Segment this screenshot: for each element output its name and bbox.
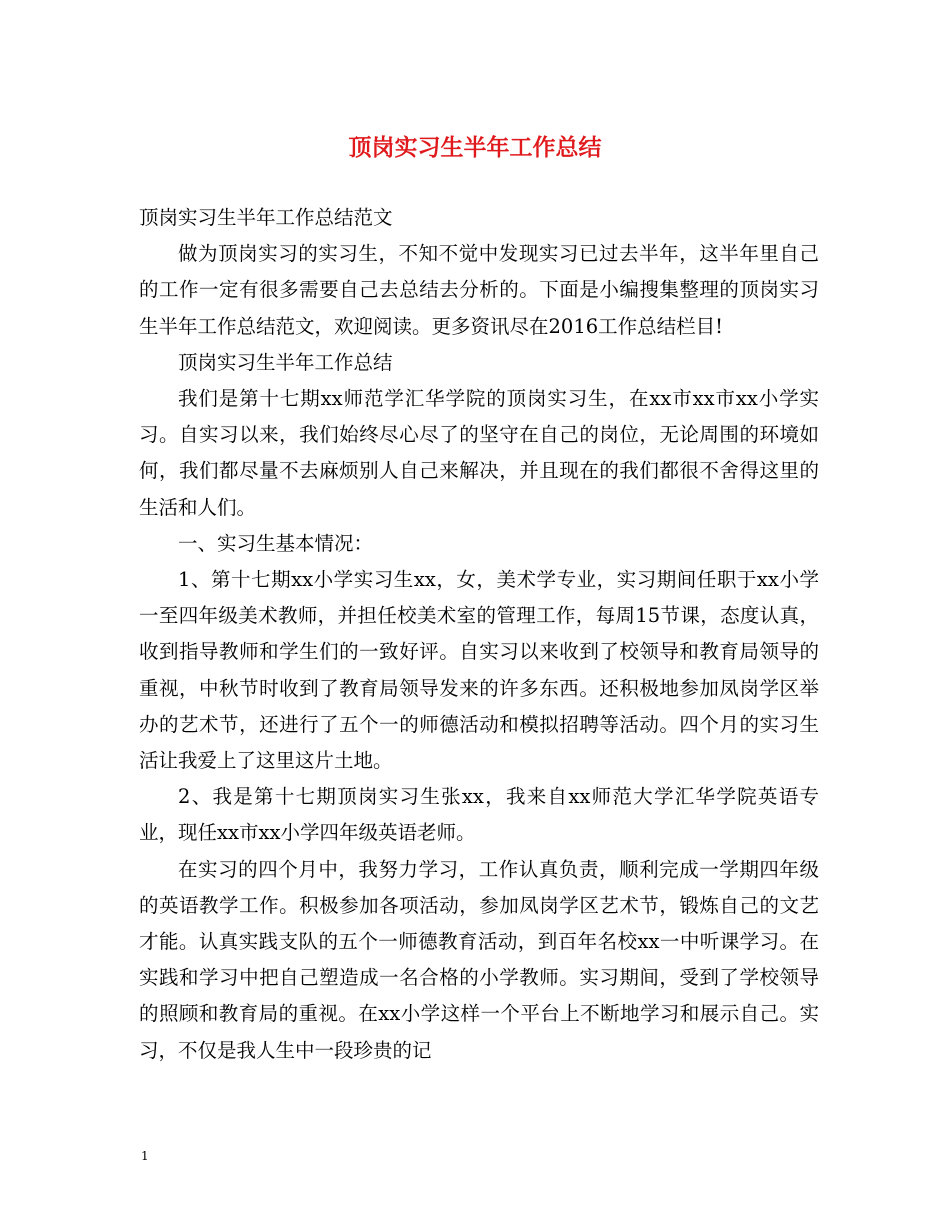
section-heading: 顶岗实习生半年工作总结 [178,350,393,374]
page-number: 1 [141,1149,149,1163]
body-paragraph: 我们是第十七期xx师范学汇华学院的顶岗实习生，在xx市xx市xx小学实习。自实习以来，我们始终尽心尽了的坚守在自己的岗位，无论周围的环境如何，我们都尽量不去麻烦别人自己来解决，并且现在的我们都很不舍得这里的生活和人们。 [139,387,819,519]
section-heading: 一、实习生基本情况： [178,531,374,555]
body-paragraph: 在实习的四个月中，我努力学习，工作认真负责，顺利完成一学期四年级的英语教学工作。积极参加各项活动，参加凤岗学区艺术节，锻炼自己的文艺才能。认真实践支队的五个一师德教育活动，到百年名校xx一中听课学习。在实践和学习中把自己塑造成一名合格的小学教师。实习期间，受到了学校领导的照顾和教育局的重视。在xx小学这样一个平台上不断地学习和展示自己。实习，不仅是我人生中一段珍贵的记 [139,857,819,1062]
document-title: 顶岗实习生半年工作总结 [348,134,602,161]
body-paragraph: 2、我是第十七期顶岗实习生张xx，我来自xx师范大学汇华学院英语专业，现任xx市xx小学四年级英语老师。 [139,785,819,845]
document-body [139,200,819,1069]
subtitle-paragraph: 顶岗实习生半年工作总结范文 [139,206,393,229]
body-paragraph: 1、第十七期xx小学实习生xx，女，美术学专业，实习期间任职于xx小学一至四年级美术教师，并担任校美术室的管理工作，每周15节课，态度认真，收到指导教师和学生们的一致好评。自实习以来收到了校领导和教育局领导的重视，中秋节时收到了教育局领导发来的许多东西。还积极地参加凤岗学区举办的艺术节，还进行了五个一的师德活动和模拟招聘等活动。四个月的实习生活让我爱上了这里这片土地。 [139,568,819,773]
intro-paragraph: 做为顶岗实习的实习生，不知不觉中发现实习已过去半年，这半年里自己的工作一定有很多需要自己去总结去分析的。下面是小编搜集整理的顶岗实习生半年工作总结范文，欢迎阅读。更多资讯尽在2016工作总结栏目! [139,242,819,338]
